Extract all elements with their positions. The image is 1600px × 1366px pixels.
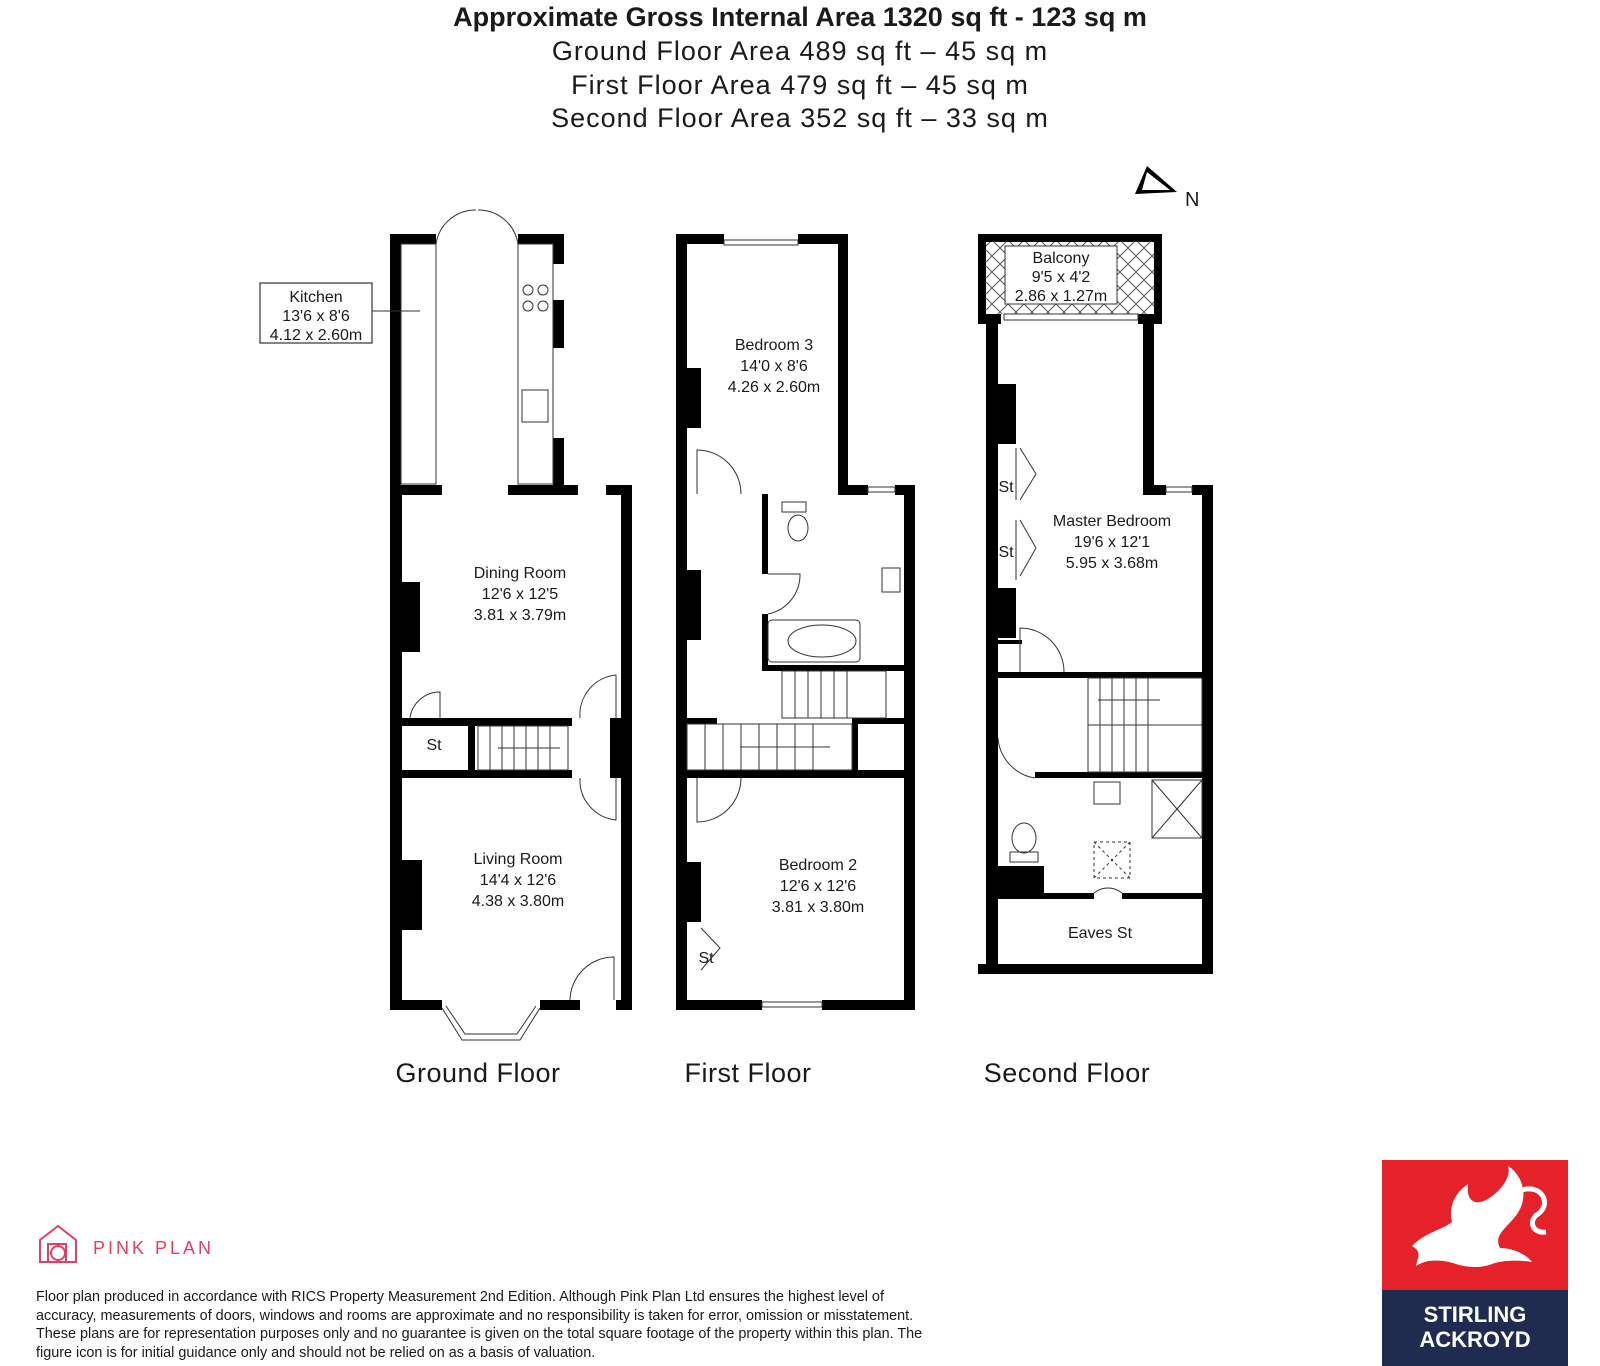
agent-wordmark xyxy=(1382,1290,1568,1366)
master-bedroom-imperial: 19'6 x 12'1 xyxy=(1073,534,1151,551)
bedroom2-metric: 3.81 x 3.80m xyxy=(771,899,865,916)
dining-room-name: Dining Room xyxy=(473,565,567,582)
ground-floor-area: Ground Floor Area 489 sq ft – 45 sq m xyxy=(551,36,1049,66)
bedroom2-imperial: 12'6 x 12'6 xyxy=(779,878,857,895)
living-room-name: Living Room xyxy=(473,851,563,868)
bedroom3-metric: 4.26 x 2.60m xyxy=(727,379,821,396)
bedroom3-imperial: 14'0 x 8'6 xyxy=(740,358,808,375)
griffin-emblem-icon xyxy=(1382,1160,1568,1290)
eaves-store-label: Eaves St xyxy=(1067,925,1133,942)
ground-store-label: St xyxy=(426,737,442,754)
balcony-imperial: 9'5 x 4'2 xyxy=(1031,269,1091,286)
ground-floor-label: Ground Floor xyxy=(395,1058,561,1088)
second-floor-linework xyxy=(998,314,1202,893)
agent-name-line2: ACKROYD xyxy=(1419,1327,1531,1352)
agent-name-line1: STIRLING xyxy=(1423,1302,1527,1327)
kitchen-metric: 4.12 x 2.60m xyxy=(269,327,363,344)
disclaimer-text: Floor plan produced in accordance with RICS Property Measurement 2nd Edition. Although Pink Plan Ltd ensures the highest level of accuracy, measurements of doors, windows and rooms are approximate and no responsibility is taken for error, omission or misstatement. These plans are for representation purposes only and no guarantee is given on the total square footage of the property within this plan. The figure icon is for initial guidance only and should not be relied on as a basis of valuation. xyxy=(36,1289,923,1361)
gross-area-title: Approximate Gross Internal Area 1320 sq ft - 123 sq m xyxy=(453,2,1147,32)
kitchen-name: Kitchen xyxy=(289,289,343,306)
first-floor-area: First Floor Area 479 sq ft – 45 sq m xyxy=(571,70,1029,100)
kitchen-imperial: 13'6 x 8'6 xyxy=(282,308,350,325)
pink-plan-logo-icon xyxy=(40,1226,76,1262)
bedroom2-name: Bedroom 2 xyxy=(778,857,858,874)
first-floor-label: First Floor xyxy=(684,1058,812,1088)
living-room-imperial: 14'4 x 12'6 xyxy=(479,872,557,889)
north-arrow-icon xyxy=(1135,166,1177,194)
balcony-metric: 2.86 x 1.27m xyxy=(1014,288,1108,305)
second-store-label-2: St xyxy=(998,544,1014,561)
first-store-label: St xyxy=(698,950,714,967)
master-bedroom-metric: 5.95 x 3.68m xyxy=(1065,555,1159,572)
second-store-label-1: St xyxy=(998,479,1014,496)
balcony-name: Balcony xyxy=(1032,250,1090,267)
stirling-ackroyd-logo xyxy=(1382,1160,1568,1366)
second-floor-plan xyxy=(978,234,1213,974)
second-floor-area: Second Floor Area 352 sq ft – 33 sq m xyxy=(551,103,1049,133)
north-label: N xyxy=(1185,189,1200,211)
living-room-metric: 4.38 x 3.80m xyxy=(471,893,565,910)
second-floor-label: Second Floor xyxy=(983,1058,1151,1088)
dining-room-metric: 3.81 x 3.79m xyxy=(473,607,567,624)
bedroom3-name: Bedroom 3 xyxy=(734,337,814,354)
master-bedroom-name: Master Bedroom xyxy=(1052,513,1172,530)
pink-plan-brand: PINK PLAN xyxy=(93,1238,215,1258)
dining-room-imperial: 12'6 x 12'5 xyxy=(481,586,559,603)
